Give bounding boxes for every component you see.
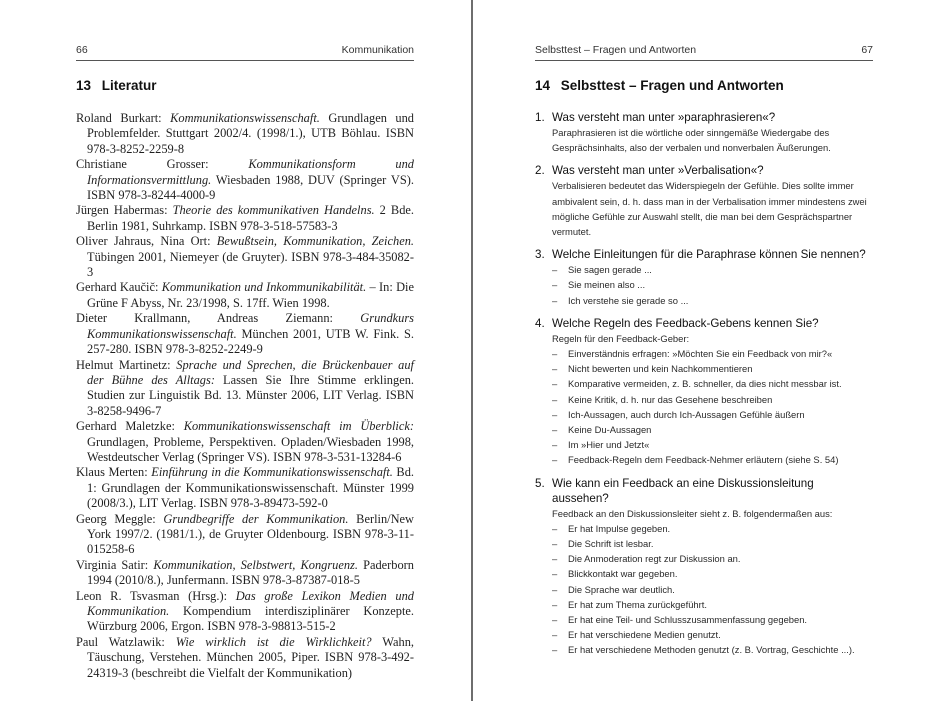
reference-title: Kommunikation, Selbstwert, Kongruenz. [153, 557, 358, 572]
answer-list [535, 262, 873, 308]
reference-entry [76, 234, 414, 280]
answer-item-text: Die Schrift ist lesbar. [568, 538, 654, 550]
reference-title: Sprache und Sprechen, die Brückenbauer auf der Bühne des Alltags: [87, 357, 415, 387]
answer-text: Verbalisieren bedeutet das Widerspiegeln der Gefühle. Dies sollte immer ambivalent sein, d. h. dass man in der Verbalisation immer mindestens zwei mögliche Gefühle zur Auswahl stellt, die man bei dem Gesprächspartner vermutet. [552, 180, 867, 238]
question-block [535, 163, 873, 239]
answer-item [552, 277, 873, 292]
answer-item-text: Er hat verschiedene Methoden genutzt (z. B. Vortrag, Geschichte ...). [568, 644, 855, 656]
dash-bullet: – [552, 614, 558, 626]
left-chapter-title: Literatur [101, 78, 157, 93]
question-number: 4. [535, 316, 545, 330]
reference-details: Wiesbaden 1988, DUV (Springer VS). ISBN 978-3-8244-4000-9 [87, 172, 414, 203]
answer-item [552, 582, 873, 597]
answer-item [552, 452, 873, 467]
left-page [76, 0, 414, 701]
answer-item [552, 597, 873, 612]
reference-author: Paul Watzlawik: [76, 634, 176, 649]
answer-item [552, 612, 873, 627]
answer-item [552, 437, 873, 452]
answer-item-text: Sie sagen gerade ... [568, 264, 652, 276]
reference-author: Christiane Grosser: [76, 157, 249, 172]
reference-details: Berlin/New York 1997/2. (1981/1.), de Gruyter Oldenbourg. ISBN 978-3-11-015258-6 [87, 511, 414, 557]
reference-entry [76, 465, 414, 511]
reference-author: Roland Burkart: [76, 111, 171, 125]
answer-item-text: Ich verstehe sie gerade so ... [568, 294, 689, 306]
answer-item-text: Er hat zum Thema zurückgeführt. [568, 598, 707, 610]
answer-item-text: Im »Hier und Jetzt« [568, 439, 650, 451]
right-chapter-heading [535, 78, 784, 93]
question-text: Wie kann ein Feedback an eine Diskussionsleitung aussehen? [552, 476, 814, 505]
right-running-title: Selbsttest – Fragen und Antworten [535, 44, 697, 56]
left-chapter-heading [76, 78, 157, 93]
dash-bullet: – [552, 424, 558, 436]
question-block [535, 476, 873, 658]
reference-entry [76, 419, 414, 465]
question-block [535, 247, 873, 308]
question-number: 3. [535, 248, 545, 262]
right-page-number: 67 [861, 44, 873, 56]
reference-author: Virginia Satir: [76, 557, 154, 572]
reference-title: Grundbegriffe der Kommunikation. [163, 511, 349, 526]
answer-item [552, 392, 873, 407]
answer-item-text: Sie meinen also ... [568, 279, 646, 291]
dash-bullet: – [552, 279, 558, 291]
question [535, 110, 873, 125]
dash-bullet: – [552, 583, 558, 595]
reference-details: Kompendium interdisziplinärer Konzepte. Würzburg 2006, Ergon. ISBN 978-3-98813-515-2 [87, 604, 414, 634]
reference-details: Wahn, Täuschung, Verstehen. München 2005, Piper. ISBN 978-3-492-24319-3 (beschreibt die Vielfalt der Kommunikation) [87, 634, 414, 680]
left-running-title: Kommunikation [341, 44, 414, 56]
question [535, 247, 873, 262]
answer-item [552, 521, 873, 536]
reference-details: Grundlagen und Problemfelder. Stuttgart 2002/4. (1998/1.), UTB Böhlau. ISBN 978-3-8252-2259-8 [87, 111, 415, 156]
answer-item-text: Die Anmoderation regt zur Diskussion an. [568, 553, 741, 565]
dash-bullet: – [552, 538, 558, 550]
reference-title: Einführung in die Kommunikationswissenschaft. [151, 465, 393, 480]
answer-item [552, 407, 873, 422]
answer-item [552, 422, 873, 437]
question-text: Welche Einleitungen für die Paraphrase können Sie nennen? [552, 248, 866, 262]
left-header-rule [76, 60, 414, 61]
reference-entry [76, 280, 414, 311]
answer-item [552, 642, 873, 657]
reference-entry [76, 111, 414, 157]
reference-details: Grundlagen, Probleme, Perspektiven. Opladen/Wiesbaden 1998, Westdeutscher Verlag (Springer VS). ISBN 978-3-531-13284-6 [87, 434, 414, 464]
reference-entry [76, 358, 414, 420]
question-text: Was versteht man unter »Verbalisation«? [552, 164, 764, 178]
dash-bullet: – [552, 454, 558, 466]
reference-author: Gerhard Kaučič: [76, 280, 162, 295]
reference-entry [76, 512, 414, 558]
dash-bullet: – [552, 378, 558, 390]
reference-entry [76, 157, 414, 203]
reference-author: Dieter Krallmann, Andreas Ziemann: [76, 311, 361, 326]
answer-item [552, 293, 873, 308]
answer-item [552, 536, 873, 551]
question-text: Was versteht man unter »paraphrasieren«? [552, 111, 776, 124]
answer-item-text: Er hat verschiedene Medien genutzt. [568, 629, 721, 641]
reference-details: – In: Die Grüne F Abyss, Nr. 23/1998, S. 17ff. Wien 1998. [87, 280, 414, 310]
reference-author: Klaus Merten: [76, 465, 152, 480]
answer-item-text: Er hat eine Teil- und Schlusszusammenfassung gegeben. [568, 614, 808, 626]
left-page-number: 66 [76, 44, 88, 56]
answer-item-text: Feedback-Regeln dem Feedback-Nehmer erläutern (siehe S. 54) [568, 454, 839, 466]
dash-bullet: – [552, 363, 558, 375]
reference-title: Kommunikationswissenschaft im Überblick: [183, 419, 414, 434]
answer-item-text: Ich-Aussagen, auch durch Ich-Aussagen Gefühle äußern [568, 408, 805, 420]
dash-bullet: – [552, 264, 558, 276]
reference-title: Das große Lexikon Medien und Kommunikation. [87, 588, 414, 618]
page-gutter [471, 0, 473, 701]
question-block [535, 110, 873, 155]
answer-item [552, 262, 873, 277]
dash-bullet: – [552, 568, 558, 580]
answer-item-text: Die Sprache war deutlich. [568, 583, 675, 595]
reference-author: Jürgen Habermas: [76, 203, 173, 218]
answer-item-text: Er hat Impulse gegeben. [568, 522, 671, 534]
answer-text: Paraphrasieren ist die wörtliche oder sinngemäße Wiedergabe des Gesprächsinhalts, also der verbalen und nonverbalen Äußerungen. [552, 127, 831, 154]
right-chapter-title: Selbsttest – Fragen und Antworten [560, 78, 784, 93]
reference-author: Helmut Martinetz: [76, 357, 177, 372]
reference-author: Gerhard Maletzke: [76, 419, 184, 434]
reference-title: Kommunikationswissenschaft. [170, 111, 320, 125]
reference-details: Lassen Sie Ihre Stimme erklingen. Studien zur Linguistik Bd. 13. Münster 2006, LIT Verlag. ISBN 3-8258-9496-7 [87, 372, 414, 418]
question [535, 476, 873, 506]
answer-list [535, 346, 873, 468]
dash-bullet: – [552, 522, 558, 534]
answer-item [552, 361, 873, 376]
right-chapter-number: 14 [535, 78, 551, 93]
dash-bullet: – [552, 294, 558, 306]
reference-entry [76, 589, 414, 635]
dash-bullet: – [552, 644, 558, 656]
answer-item [552, 346, 873, 361]
answer-list [535, 521, 873, 658]
question-number: 2. [535, 164, 545, 178]
question-list [535, 110, 873, 666]
reference-title: Kommunikationsform und Informationsvermittlung. [87, 157, 415, 187]
answer-item [552, 566, 873, 581]
reference-details: 2 Bde. Berlin 1981, Suhrkamp. ISBN 978-3-518-57583-3 [87, 203, 414, 233]
reference-title: Wie wirklich ist die Wirklichkeit? [175, 634, 372, 649]
reference-entry [76, 203, 414, 234]
reference-entry [76, 635, 414, 681]
reference-details: Paderborn 1994 (2010/8.), Junfermann. ISBN 978-3-87387-018-5 [87, 557, 414, 588]
reference-title: Bewußtsein, Kommunikation, Zeichen. [216, 234, 414, 249]
answer-item-text: Komparative vermeiden, z. B. schneller, da dies nicht messbar ist. [568, 378, 842, 390]
question-number: 5. [535, 476, 545, 490]
answer-item-text: Nicht bewerten und kein Nachkommentieren [568, 363, 753, 375]
answer-item-text: Keine Kritik, d. h. nur das Gesehene beschreiben [568, 393, 773, 405]
answer-text: Feedback an den Diskussionsleiter sieht z. B. folgendermaßen aus: [552, 507, 833, 519]
answer-item [552, 551, 873, 566]
dash-bullet: – [552, 408, 558, 420]
reference-title: Grundkurs Kommunikationswissenschaft. [87, 311, 414, 341]
answer-item-text: Keine Du-Aussagen [568, 424, 652, 436]
reference-author: Leon R. Tsvasman (Hrsg.): [76, 588, 236, 603]
reference-title: Theorie des kommunikativen Handelns. [172, 203, 375, 218]
reference-details: München 2001, UTB W. Fink. S. 257-280. ISBN 978-3-8252-2249-9 [87, 326, 414, 357]
answer-item [552, 627, 873, 642]
reference-author: Georg Meggle: [76, 511, 164, 526]
reference-entry [76, 311, 414, 357]
question-block [535, 316, 873, 468]
question-number: 1. [535, 111, 545, 124]
answer-item-text: Blickkontakt war gegeben. [568, 568, 678, 580]
reference-author: Oliver Jahraus, Nina Ort: [76, 234, 217, 249]
dash-bullet: – [552, 553, 558, 565]
reference-entry [76, 558, 414, 589]
dash-bullet: – [552, 393, 558, 405]
answer-item [552, 376, 873, 391]
reference-title: Kommunikation und Inkommunikabilität. [161, 280, 367, 295]
left-chapter-number: 13 [76, 78, 92, 93]
literature-list [76, 111, 414, 681]
answer-item-text: Einverständnis erfragen: »Möchten Sie ein Feedback von mir?« [568, 348, 833, 360]
answer-text: Regeln für den Feedback-Geber: [552, 332, 690, 344]
dash-bullet: – [552, 348, 558, 360]
question-text: Welche Regeln des Feedback-Gebens kennen Sie? [552, 316, 819, 330]
reference-details: Tübingen 2001, Niemeyer (de Gruyter). ISBN 978-3-484-35082-3 [87, 249, 414, 280]
question [535, 163, 873, 178]
dash-bullet: – [552, 439, 558, 451]
right-page [535, 0, 873, 701]
right-header-rule [535, 60, 873, 61]
question [535, 316, 873, 331]
dash-bullet: – [552, 598, 558, 610]
dash-bullet: – [552, 629, 558, 641]
reference-details: Bd. 1: Grundlagen der Kommunikationswissenschaft. Münster 1999 (2008/3.), LIT Verlag. ISBN 978-3-89473-592-0 [87, 465, 414, 511]
